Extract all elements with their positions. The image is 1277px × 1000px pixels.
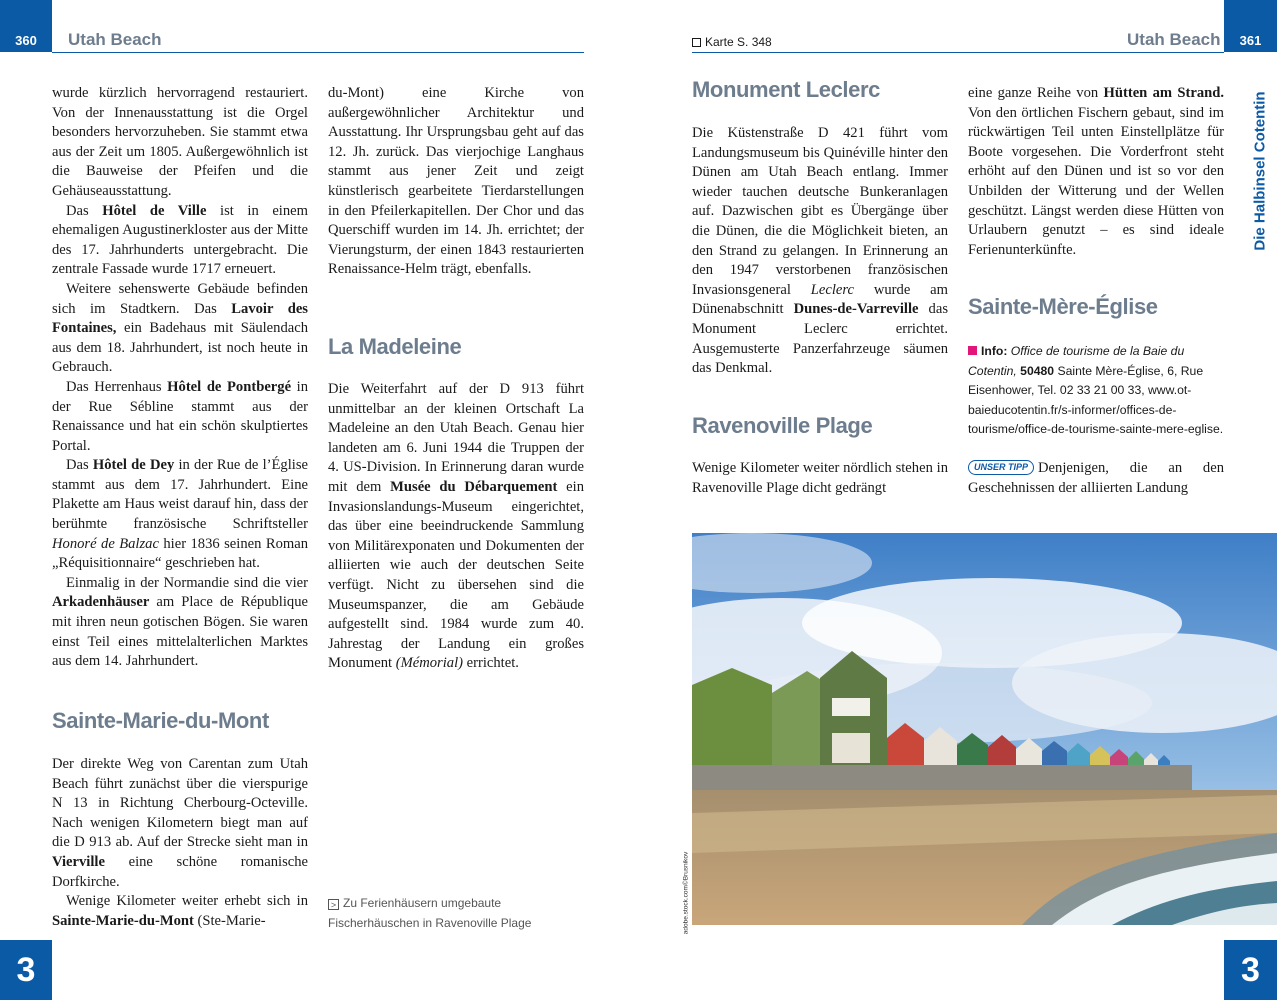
bold-term: Vierville xyxy=(52,853,105,870)
unser-tipp-badge: UNSER TIPP xyxy=(968,460,1034,475)
bold-term: Lavoir des Fontaines, xyxy=(52,300,308,337)
right-col1-p1 xyxy=(692,124,948,379)
caption-text: Zu Ferienhäusern umgebaute Fischerhäuschen in Ravenoville Plage xyxy=(328,896,532,930)
right-col2-p1 xyxy=(968,84,1224,260)
text-run: Der direkte Weg von Carentan zum Utah Beach führt zunächst über die vierspurige N 13 in Richtung Cherbourg-Octeville. Nach wenigen Kilometern biegt man auf die D 913 ab. Auf der Strecke sieht man in xyxy=(52,756,308,851)
page-number-right: 361 xyxy=(1224,0,1277,52)
heading-ravenoville-plage: Ravenoville Plage xyxy=(692,413,873,438)
text-run: Die Küstenstraße D 421 führt vom Landungsmuseum bis Quinéville hinter den Dünen am Utah Beach entlang. Immer wieder tauchen deutsche Bunkeranlagen auf. Dazwischen gibt es Übergänge über die Dünen, die die Möglichkeit bieten, an den Strand zu gelangen. In Erinnerung an den 1947 verstorbenen französischen Invasionsgeneral xyxy=(692,125,948,298)
text-run: Von den örtlichen Fischern gebaut, sind im rückwärtigen Teil unten Einstellplätze für Boote vorgesehen. Die Vorderfront steht erhöht auf den Dünen und ist so vor den Unbilden der Witterung und der Wellen geschützt. Längst werden diese Hütten von Urlaubern genutzt – es sind ideale Ferienunterkünfte. xyxy=(968,104,1224,258)
paragraph xyxy=(52,755,308,892)
text-run: ist in einem ehemaligen Augustinerkloster aus der Mitte des 17. Jahrhunderts untergebracht. Die zentrale Fassade wurde 1717 erneuert. xyxy=(52,202,308,278)
text-run: Die Weiterfahrt auf der D 913 führt unmittelbar an der kleinen Ortschaft La Madeleine an den Utah Beach. Genau hier landeten am 6. Juni 1944 die Truppen der 4. US-Division. In Erinnerung daran wurde mit dem xyxy=(328,381,584,495)
right-col1-p2 xyxy=(692,459,948,498)
paragraph xyxy=(328,380,584,674)
page-number-left: 360 xyxy=(0,0,52,52)
bold-term: Dunes-de-Varreville xyxy=(793,301,919,318)
text-run: errichtet. xyxy=(462,655,519,672)
bold-term: Hôtel de Ville xyxy=(102,202,207,219)
text-run: Einmalig in der Normandie sind die vier xyxy=(66,574,308,591)
text-run: Wenige Kilometer weiter nördlich stehen in Ravenoville Plage dicht gedrängt xyxy=(692,460,948,496)
paragraph xyxy=(968,84,1224,260)
right-col1-section1 xyxy=(692,77,948,103)
text-run: ein Badehaus mit Säulendach aus dem 18. Jahrhundert, ist noch heute in Gebrauch. xyxy=(52,320,308,376)
paragraph xyxy=(52,892,308,931)
text-run: eine ganze Reihe von xyxy=(968,85,1104,101)
italic-term: (Mémorial) xyxy=(395,655,463,672)
left-col2-section xyxy=(328,334,584,360)
text-run: wurde kürzlich hervorragend restauriert. Von der Innenausstattung ist die Orgel besonders hervorzuheben. Sie stammt etwa aus der Zeit um 1805. Außergewöhnlich ist die Bauweise der Pfeifen und die Gehäuseausstattung. xyxy=(52,85,308,199)
heading-sainte-marie-du-mont: Sainte-Marie-du-Mont xyxy=(52,708,269,733)
text-run: Das xyxy=(66,457,93,474)
chapter-tab-right: 3 xyxy=(1224,940,1277,1000)
running-head-left: Utah Beach xyxy=(68,30,162,49)
paragraph xyxy=(692,459,948,498)
text-run: Wenige Kilometer weiter erhebt sich in xyxy=(66,893,308,910)
chapter-tab-left: 3 xyxy=(0,940,52,1000)
paragraph xyxy=(52,280,308,378)
heading-la-madeleine: La Madeleine xyxy=(328,334,462,359)
left-col1-section xyxy=(52,708,308,734)
paragraph xyxy=(52,202,308,280)
right-col2-section xyxy=(968,294,1224,320)
paragraph xyxy=(52,456,308,574)
header-rule-left xyxy=(52,52,584,53)
tipp-text: Denjenigen, die an den Geschehnissen der alliierten Landung xyxy=(968,460,1224,496)
map-reference xyxy=(692,35,772,49)
info-office: Office de tourisme de la Baie du Cotentin, xyxy=(968,344,1185,378)
caption-arrow-icon: > xyxy=(328,899,339,910)
bold-term: Sainte-Marie-du-Mont xyxy=(52,912,194,929)
text-run: in der Rue Sébline stammt aus der Renaissance und hat ein schön skulptiertes Portal. xyxy=(52,378,308,454)
text-run: das Monument Leclerc errichtet. Ausgemusterte Panzerfahrzeuge säumen das Denkmal. xyxy=(692,301,948,377)
bold-term: Hütten am Strand. xyxy=(1103,85,1225,101)
text-run: eine schöne romanische Dorfkirche. xyxy=(52,853,308,890)
text-run: du-Mont) eine Kirche von außergewöhnlicher Architektur und Ausstattung. Ihr Ursprungsbau geht auf das 12. Jh. zurück. Das vierjochige Langhaus stammt aus jener Zeit und zeigt künstlerisch gearbeitete Tierdarstellungen in den Pfeilerkapitellen. Der Chor und das Querschiff wurden im 14. Jh. errichtet; der Vierungsturm, der einen 1843 restaurierten Renaissance-Helm trägt, ebenfalls. xyxy=(328,85,584,278)
info-zip: 50480 xyxy=(1020,363,1055,378)
text-run: wurde am Dünenabschnitt xyxy=(692,281,948,318)
left-col2-bottom xyxy=(328,380,584,674)
beach-huts-photo xyxy=(692,533,1277,925)
text-run: Das Herrenhaus xyxy=(66,378,168,395)
left-col2-top xyxy=(328,84,584,280)
running-head-right: Utah Beach xyxy=(1127,30,1221,49)
text-run: ein Invasionslandungs-Museum eingerichtet, das über eine beeindruckende Sammlung von Militärexponaten und Dokumenten der alliierten wie auch der deutschen Seite verfügt. Nicht zu übersehen sind die Museumspanzer, die am Gebäude aufgestellt sind. 1984 wurde zum 40. Jahrestag der Landung ein großes Monument xyxy=(328,478,584,672)
bold-term: Hôtel de Pontbergé xyxy=(167,378,292,395)
photo-credit-text: adobe.stock.com©Brusnikov xyxy=(682,851,690,935)
paragraph xyxy=(52,378,308,456)
text-run: Das xyxy=(66,202,103,219)
italic-term: Leclerc xyxy=(810,281,854,298)
right-col1-section2 xyxy=(692,413,948,439)
left-col1-top xyxy=(52,84,308,672)
info-box xyxy=(968,342,1224,440)
side-title xyxy=(1247,86,1273,256)
italic-term: Honoré de Balzac xyxy=(52,535,159,552)
bold-term: Arkadenhäuser xyxy=(52,594,150,611)
info-label: Info: xyxy=(981,344,1008,358)
info-square-icon xyxy=(968,346,977,355)
text-run: (Ste-Marie- xyxy=(193,912,266,929)
paragraph xyxy=(52,84,308,202)
info-address: Sainte Mère-Église, 6, Rue Eisenhower, Tel. 02 33 21 00 33, www.ot-baieducotentin.fr/s-informer/offices-de-tourisme/office-de-tourisme-sainte-mere-eglise. xyxy=(968,363,1224,437)
heading-sainte-mere-eglise: Sainte-Mère-Église xyxy=(968,294,1158,319)
tipp-paragraph xyxy=(968,459,1224,498)
text-run: am Place de République mit ihren neun gotischen Bögen. Sie waren einst Teil eines mittelalterlichen Marktes aus dem 14. Jahrhundert. xyxy=(52,594,308,670)
map-reference-text: Karte S. 348 xyxy=(705,35,772,49)
paragraph xyxy=(52,574,308,672)
text-run: Weitere sehenswerte Gebäude befinden sich im Stadtkern. Das xyxy=(52,280,308,317)
header-rule-right xyxy=(692,52,1224,53)
left-col1-bottom xyxy=(52,755,308,931)
bold-term: Hôtel de Dey xyxy=(92,457,175,474)
photo-caption xyxy=(328,893,584,933)
side-title-text: Die Halbinsel Cotentin xyxy=(1251,91,1269,251)
heading-monument-leclerc: Monument Leclerc xyxy=(692,77,880,102)
text-run: hier 1836 seinen Roman „Réquisitionnaire“ geschrieben hat. xyxy=(52,535,308,572)
text-run: in der Rue de l’Église stammt aus dem 17. Jahrhundert. Eine Plakette am Haus weist darauf hin, dass der berühmte französische Schriftsteller xyxy=(52,457,308,533)
photo-credit xyxy=(676,851,696,935)
bold-term: Musée du Débarquement xyxy=(390,478,558,495)
paragraph xyxy=(692,124,948,379)
paragraph xyxy=(328,84,584,280)
map-box-icon xyxy=(692,38,701,47)
